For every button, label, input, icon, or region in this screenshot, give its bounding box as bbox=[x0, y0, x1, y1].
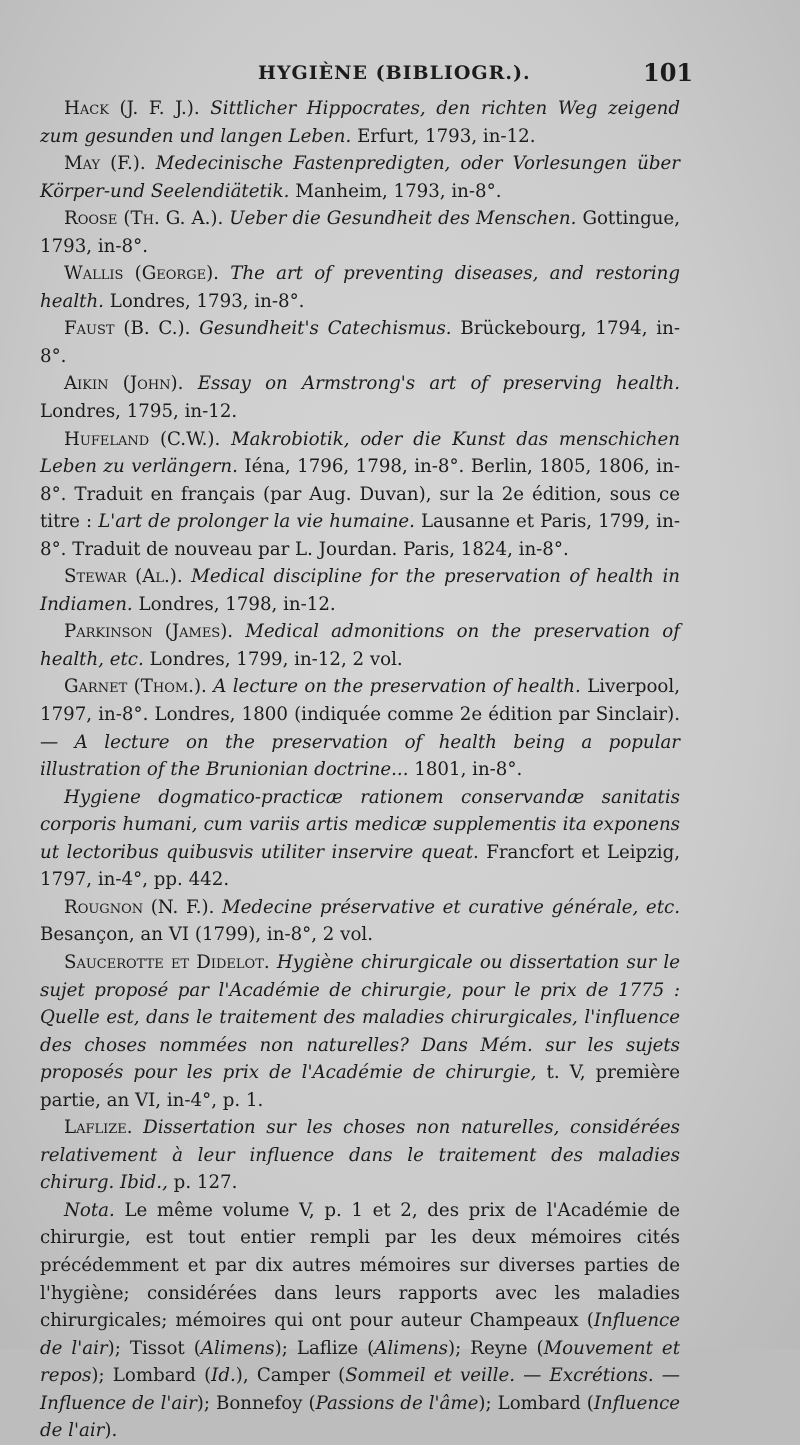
nota-topic: Id. bbox=[211, 1365, 236, 1387]
nota-paragraph bbox=[40, 1197, 680, 1445]
nota-text: ); Bonnefoy ( bbox=[196, 1392, 316, 1414]
entry-title: Medecinische Fastenpredigten, oder Vorlesungen über Körper-und Seelendiätetik. bbox=[40, 153, 680, 202]
entry-title: Makrobiotik, oder die Kunst das menschichen Leben zu verlängern. bbox=[40, 428, 680, 478]
entry-title: Essay on Armstrong's art of preserving health. bbox=[197, 373, 680, 395]
page-number: 101 bbox=[643, 58, 694, 87]
nota-topic: Influence de l'air bbox=[40, 1392, 681, 1442]
entry-author: Saucerotte et Didelot. bbox=[64, 951, 270, 973]
entry-author: Aikin (John). bbox=[64, 373, 184, 395]
nota-text: ); Reyne ( bbox=[448, 1337, 544, 1359]
entry-author: Roose (Th. G. A.). bbox=[64, 208, 224, 230]
entry-author: Hack (J. F. J.). bbox=[64, 98, 200, 119]
entry-imprint: Erfurt, 1793, in-12. bbox=[357, 125, 536, 147]
entry-author: Laflize. bbox=[64, 1117, 133, 1139]
bibliography-entry bbox=[40, 205, 680, 260]
running-title: HYGIÈNE (BIBLIOGR.). bbox=[258, 62, 531, 84]
bibliography-text bbox=[40, 95, 680, 1445]
entry-imprint: Besançon, an VI (1799), in-8°, 2 vol. bbox=[40, 924, 373, 946]
entry-imprint: Iéna, 1796, 1798, in-8°. Berlin, 1805, 1806, in-8°. Traduit en français (par Aug. Duvan), sur la 2e édition, sous ce titre : bbox=[40, 456, 680, 533]
nota-text: ); Laflize ( bbox=[274, 1337, 375, 1359]
nota-text: ). bbox=[104, 1420, 118, 1442]
entry-author: Faust (B. C.). bbox=[64, 318, 191, 340]
entry-title: Sittlicher Hippocrates, den richten Weg zeigend zum gesunden und langen Leben. bbox=[40, 98, 681, 147]
bibliography-entry bbox=[40, 563, 680, 618]
entry-title: Medical admonitions on the preservation of health, etc. bbox=[40, 621, 680, 670]
entry-title: Medecine préservative et curative générale, etc. bbox=[222, 896, 680, 918]
entry-imprint: Londres, 1798, in-12. bbox=[138, 593, 336, 615]
entry-author: Garnet (Thom.). bbox=[64, 676, 207, 698]
entry-imprint: t. V, première partie, an VI, in-4°, p. 1. bbox=[40, 1062, 680, 1111]
nota-topic: Influence de l'air bbox=[40, 1310, 680, 1359]
bibliography-entry bbox=[40, 95, 680, 150]
entry-title: Medical discipline for the preservation of health in Indiamen. bbox=[40, 566, 680, 615]
nota-text: ); Tissot ( bbox=[107, 1337, 201, 1359]
entry-author: Hufeland (C.W.). bbox=[64, 428, 221, 450]
bibliography-entry bbox=[40, 673, 680, 783]
nota-text: ); Lombard ( bbox=[478, 1392, 594, 1414]
nota-text: ), Camper ( bbox=[235, 1365, 346, 1387]
nota-topic: Mouvement et repos bbox=[40, 1337, 680, 1387]
entry-imprint: Liverpool, 1797, in-8°. Londres, 1800 (indiquée comme 2e édition par Sinclair). — bbox=[40, 676, 680, 753]
nota-topic: Alimens bbox=[200, 1337, 275, 1359]
bibliography-entry bbox=[40, 260, 680, 315]
bibliography-entry bbox=[40, 894, 680, 949]
bibliography-entry bbox=[40, 949, 680, 1114]
entry-imprint: Manheim, 1793, in-8°. bbox=[295, 180, 502, 202]
nota-text: ); Lombard ( bbox=[91, 1365, 212, 1387]
entry-title: Hygiene dogmatico-practicæ rationem conservandæ sanitatis corporis humani, cum variis artis medicæ supplementis ita exponens ut lectoribus quibusvis utiliter inservire queat. bbox=[40, 786, 680, 863]
nota-topic: Sommeil et veille. — Excrétions. — Influence de l'air bbox=[40, 1365, 680, 1414]
entry-author: Rougnon (N. F.). bbox=[64, 896, 215, 918]
entry-title: Hygiène chirurgicale ou dissertation sur le sujet proposé par l'Académie de chirurgie, pour le prix de 1775 : Quelle est, dans le traitement des maladies chirurgicales, l'influence des choses nommées non naturelles? Dans bbox=[40, 951, 680, 1056]
entry-author: May (F.). bbox=[64, 153, 146, 175]
entry-imprint: Londres, 1793, in-8°. bbox=[109, 290, 305, 312]
bibliography-entry bbox=[40, 618, 680, 673]
bibliography-entry bbox=[40, 784, 680, 894]
entry-title: The art of preventing diseases, and restoring health. bbox=[40, 263, 680, 312]
entry-source-title: Mém. sur les sujets proposés pour les prix de l'Académie de chirurgie, bbox=[40, 1034, 680, 1084]
entry-imprint: p. 127. bbox=[173, 1172, 238, 1194]
entry-imprint: Brückebourg, 1794, in-8°. bbox=[40, 318, 680, 367]
nota-label: Nota. bbox=[64, 1199, 115, 1221]
entry-imprint: Francfort et Leipzig, 1797, in-4°, pp. 442. bbox=[40, 841, 680, 891]
bibliography-entry bbox=[40, 370, 680, 425]
bibliography-entry bbox=[40, 1114, 680, 1197]
nota-topic: Passions de l'âme bbox=[315, 1392, 479, 1414]
entry-title: A lecture on the preservation of health. bbox=[213, 676, 581, 698]
entry-title: Gesundheit's Catechismus. bbox=[199, 318, 452, 340]
entry-translation-title: L'art de prolonger la vie humaine. bbox=[98, 511, 415, 533]
nota-text: Le même volume V, p. 1 et 2, des prix de l'Académie de chirurgie, est tout entier rempli par les deux mémoires cités précédemment et par dix autres mémoires sur diverses parties de l'hygiène; considérées dans leurs rapports avec les maladies chirurgicales; mémoires qui ont pour auteur Champeaux ( bbox=[40, 1199, 680, 1332]
entry-second-title: A lecture on the preservation of health being a popular illustration of the Brunionian doctrine... bbox=[40, 731, 680, 781]
entry-imprint: Gottingue, 1793, in-8°. bbox=[40, 208, 680, 257]
entry-title: Ueber die Gesundheit des Menschen. bbox=[229, 208, 577, 230]
entry-second-imprint: 1801, in-8°. bbox=[414, 759, 523, 781]
entry-translation-imprint: Lausanne et Paris, 1799, in-8°. Traduit de nouveau par L. Jourdan. Paris, 1824, in-8°. bbox=[40, 511, 680, 560]
nota-topic: Alimens bbox=[374, 1337, 449, 1359]
bibliography-entry bbox=[40, 426, 680, 564]
entry-author: Parkinson (James). bbox=[64, 621, 234, 643]
entry-imprint: Londres, 1799, in-12, 2 vol. bbox=[149, 648, 403, 670]
page-header bbox=[0, 58, 800, 94]
entry-author: Stewar (Al.). bbox=[64, 566, 183, 588]
bibliography-entry bbox=[40, 150, 680, 205]
entry-imprint: Londres, 1795, in-12. bbox=[40, 401, 238, 423]
entry-author: Wallis (George). bbox=[64, 263, 219, 285]
bibliography-entry bbox=[40, 315, 680, 370]
entry-title: Dissertation sur les choses non naturelles, considérées relativement à leur influence dans le traitement des maladies chirurg. Ibid., bbox=[40, 1117, 680, 1194]
